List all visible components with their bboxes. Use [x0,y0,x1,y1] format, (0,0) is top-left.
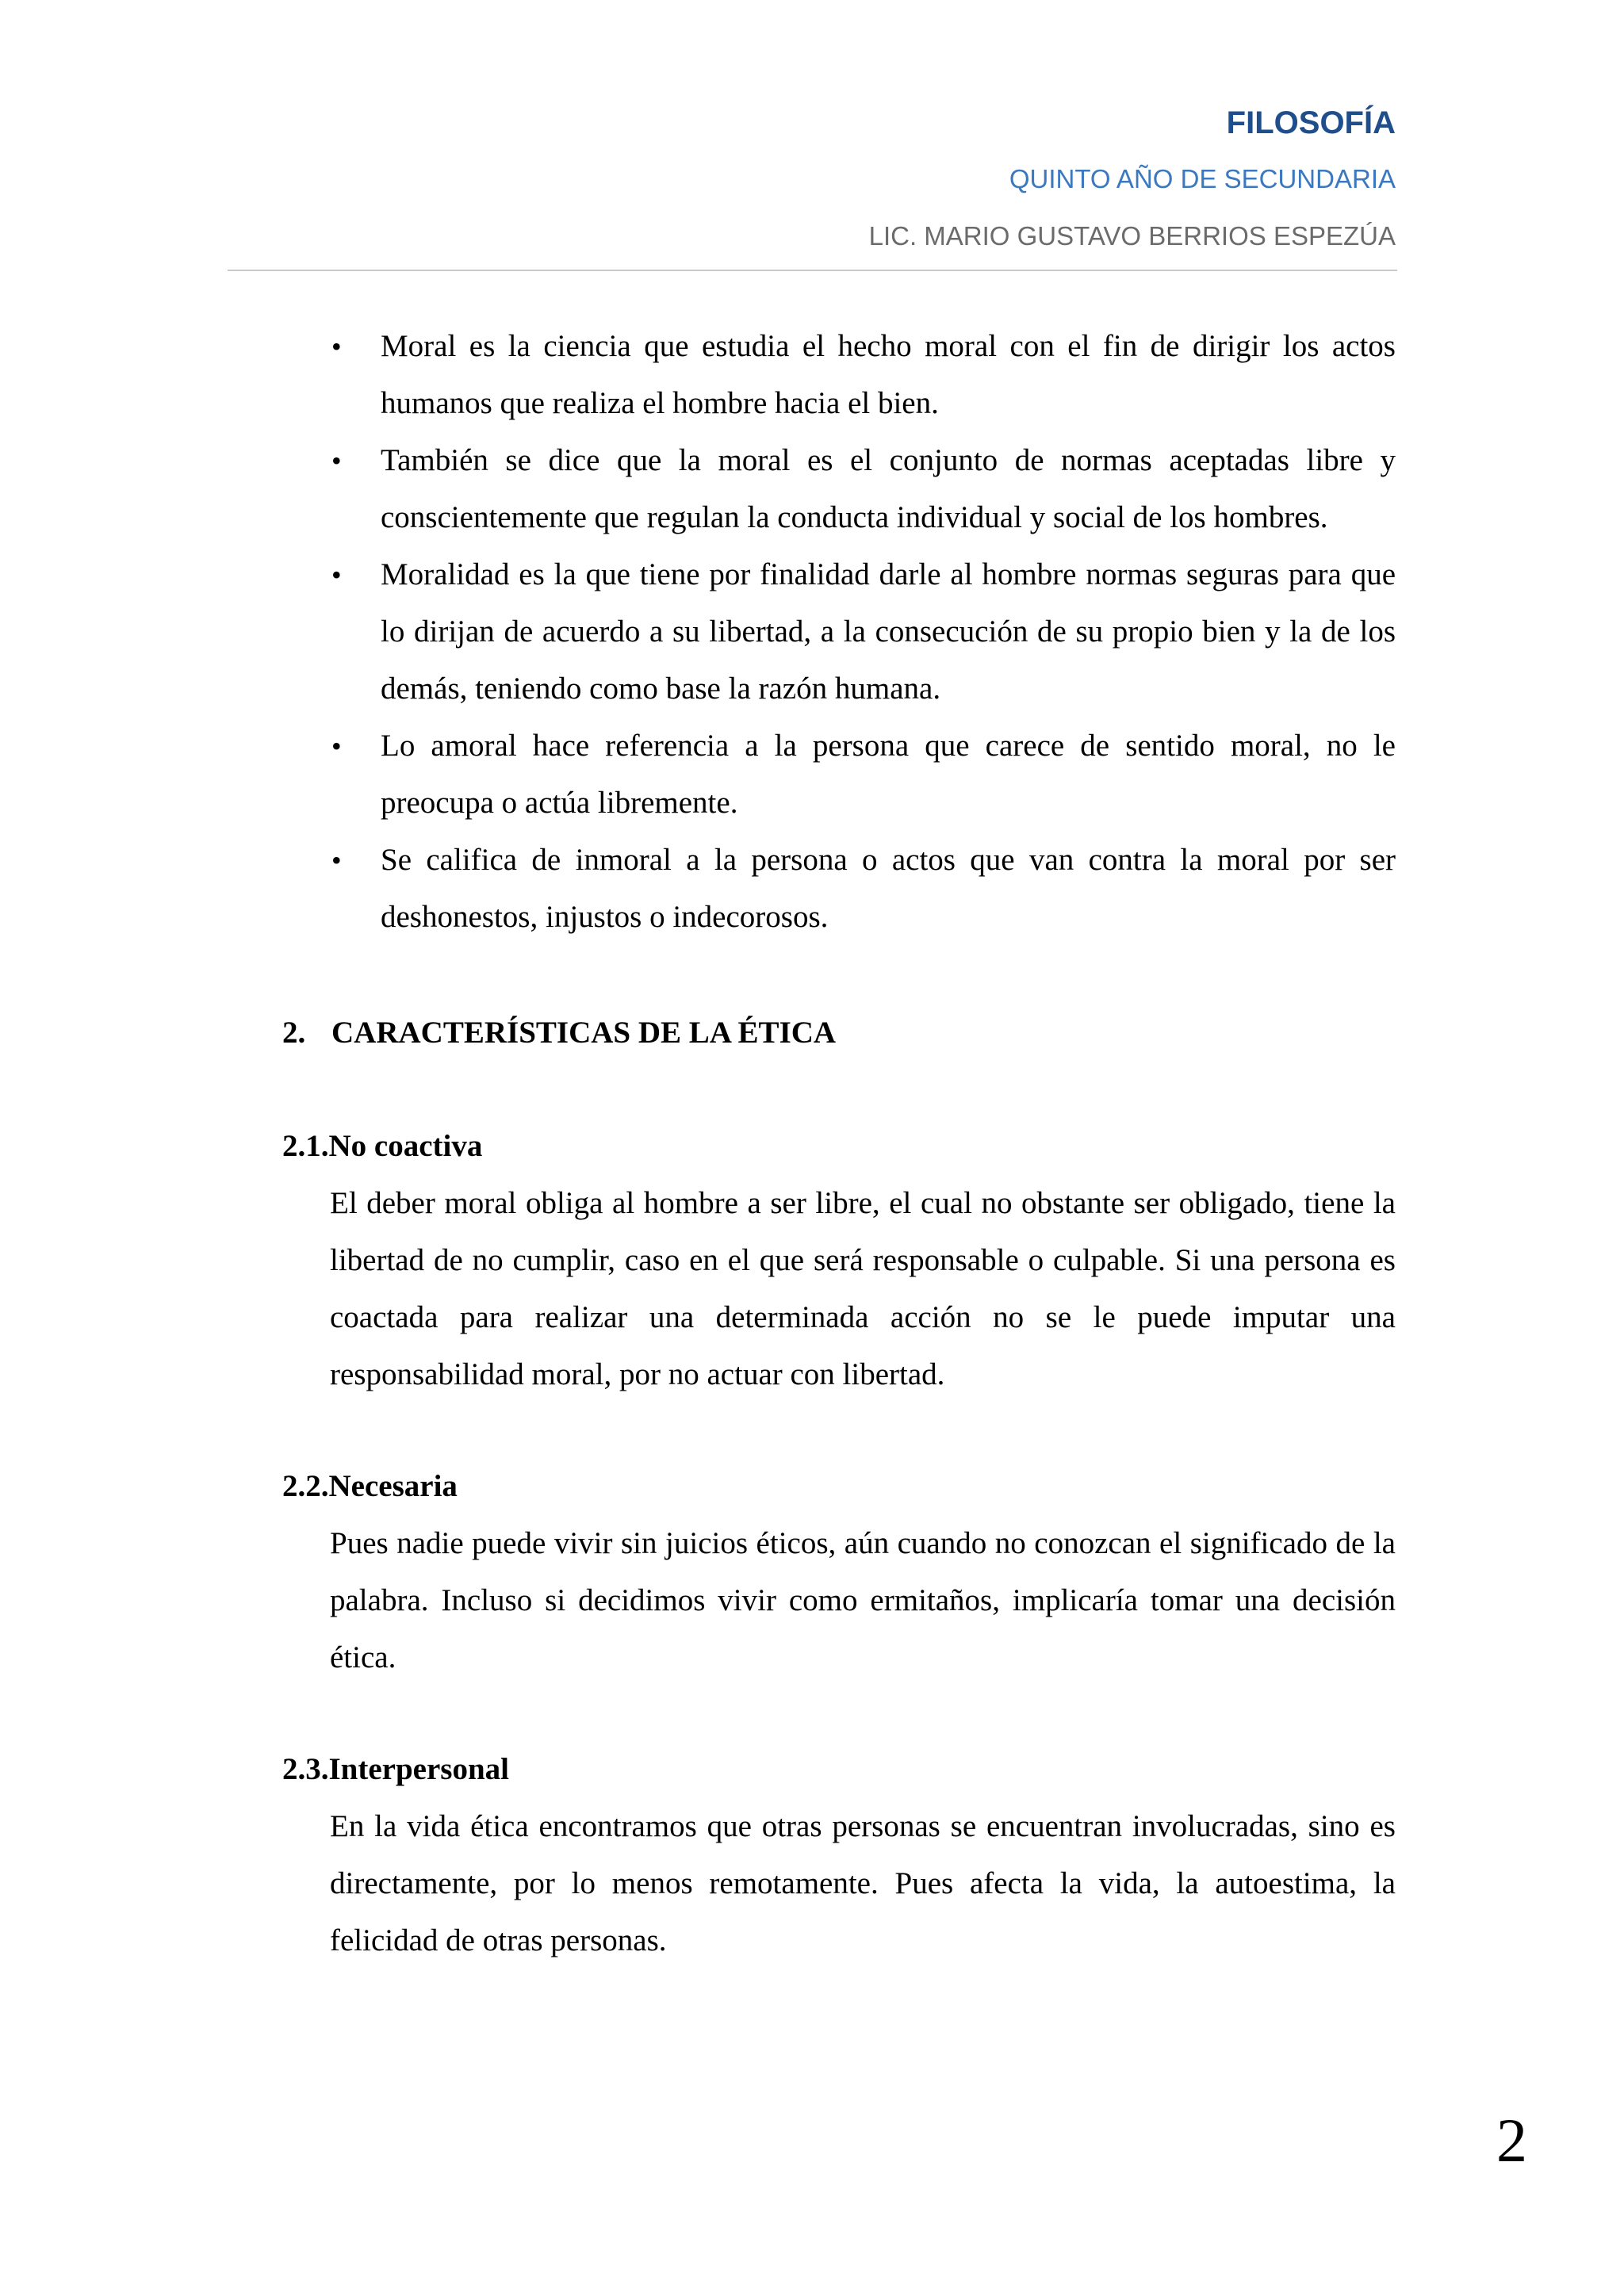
list-item-text: También se dice que la moral es el conjunto de normas aceptadas libre y conscientemente que regulan la conducta individual y social de los hombres. [381,443,1396,534]
subsection-title: 2.3.Interpersonal [282,1752,509,1786]
list-item [331,718,1396,832]
subsection-necesaria [282,1458,1396,1686]
bullet-icon: • [331,730,342,762]
subsection-title: 2.2.Necesaria [282,1469,458,1503]
subsection-body: El deber moral obliga al hombre a ser libre, el cual no obstante ser obligado, tiene la libertad de no cumplir, caso en el que será responsable o culpable. Si una persona es coactada para realizar una determinada acción no se le puede imputar una responsabilidad moral, por no actuar con libertad. [330,1186,1396,1391]
subsection-body: Pues nadie puede vivir sin juicios éticos, aún cuando no conozcan el significado de la palabra. Incluso si decidimos vivir como ermitaños, implicaría tomar una decisión ética. [330,1526,1396,1674]
list-item-text: Se califica de inmoral a la persona o actos que van contra la moral por ser deshonestos, injustos o indecorosos. [381,843,1396,934]
bullet-icon: • [331,844,342,876]
subsection-body: En la vida ética encontramos que otras personas se encuentran involucradas, sino es directamente, por lo menos remotamente. Pues afecta la vida, la autoestima, la felicidad de otras personas. [330,1809,1396,1957]
section-heading [282,1004,836,1062]
bullet-icon: • [331,331,342,362]
header-divider [228,270,1397,271]
list-item-text: Lo amoral hace referencia a la persona que carece de sentido moral, no le preocupa o actúa libremente. [381,729,1396,820]
list-item [331,832,1396,946]
bullet-icon: • [331,559,342,591]
page-number: 2 [1496,2106,1527,2175]
list-item [331,546,1396,718]
definition-list [331,318,1396,946]
list-item-text: Moral es la ciencia que estudia el hecho moral con el fin de dirigir los actos humanos que realiza el hombre hacia el bien. [381,329,1396,420]
header-grade: QUINTO AÑO DE SECUNDARIA [1009,164,1396,193]
header-subject: FILOSOFÍA [1226,105,1396,140]
subsection-title: 2.1.No coactiva [282,1129,483,1163]
subsection-interpersonal [282,1741,1396,1969]
section-title: CARACTERÍSTICAS DE LA ÉTICA [331,1016,837,1050]
bullet-icon: • [331,445,342,476]
page-header [228,95,1396,256]
list-item [331,432,1396,546]
list-item [331,318,1396,432]
list-item-text: Moralidad es la que tiene por finalidad darle al hombre normas seguras para que lo dirijan de acuerdo a su libertad, a la consecución de su propio bien y la de los demás, teniendo como base la razón humana. [381,557,1396,706]
section-number: 2. [282,1016,306,1050]
subsection-no-coactiva [282,1118,1396,1403]
header-teacher: LIC. MARIO GUSTAVO BERRIOS ESPEZÚA [868,221,1396,251]
